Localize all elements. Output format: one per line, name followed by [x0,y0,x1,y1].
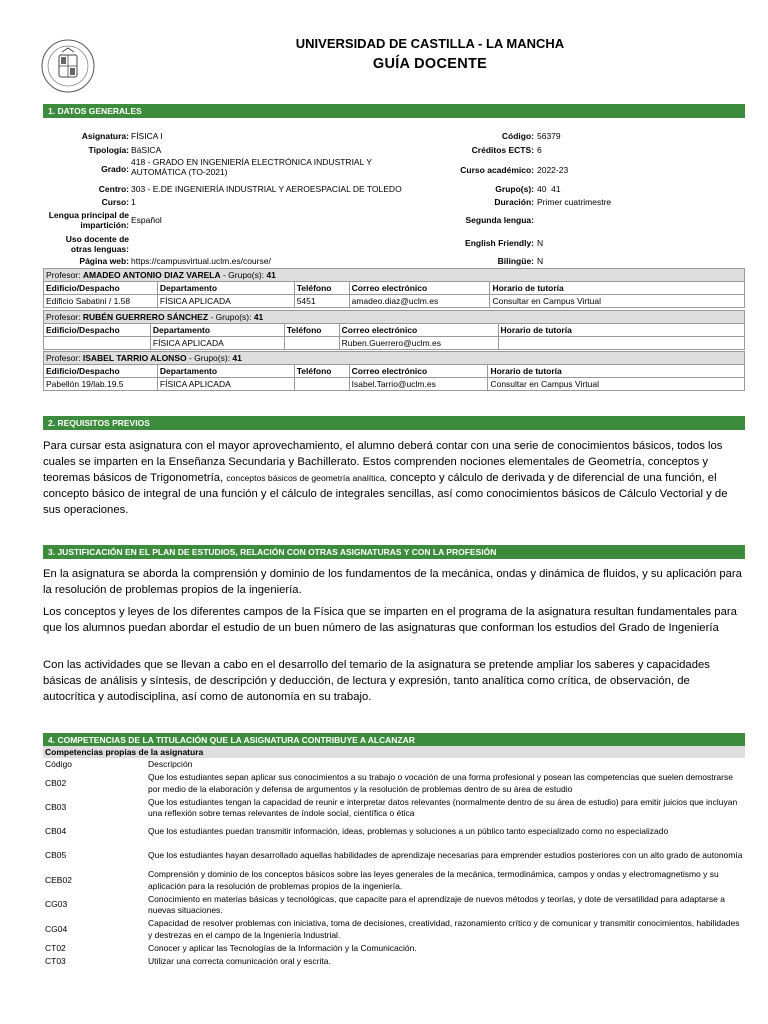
table-row [43,868,745,893]
table-row [43,844,745,868]
competencia-code: CEB02 [45,874,72,885]
value-english-friendly: N [537,238,544,248]
value-tipologia: BáSICA [131,145,162,155]
label-tipologia: Tipología: [88,145,129,155]
competencia-code: CB02 [45,777,67,788]
label-codigo: Código: [501,131,534,141]
label-otras-lenguas: Uso docente de otras lenguas: [65,234,129,254]
value-lengua-principal: Español [131,215,162,225]
cell-correo[interactable]: amadeo.diaz@uclm.es [349,295,490,308]
label-lengua-principal: Lengua principal de impartición: [48,210,129,230]
competencia-desc: Utilizar una correcta comunicación oral y escrita. [148,955,331,966]
cell-edificio: Edificio Sabatini / 1.58 [44,295,158,308]
col-horario: Horario de tutoría [488,365,745,378]
competencia-desc: Conocimiento en materias básicas y tecnológicas, que capacite para el aprendizaje de nuevos métodos y teorías, y dote de versatilidad para adaptarse a nuevas situaciones. [148,893,725,915]
col-departamento: Departamento [157,365,294,378]
competencia-code: CB03 [45,802,67,813]
label-creditos: Créditos ECTS: [471,145,534,155]
competencia-desc: Que los estudiantes hayan desarrollado aquellas habilidades de aprendizaje necesarias para emprender estudios posteriores con un alto grado de autonomía [148,850,743,861]
document-title: GUÍA DOCENTE [372,56,488,72]
competencia-desc: Capacidad de resolver problemas con iniciativa, toma de decisiones, creatividad, razonamiento crítico y de comunicar y transmitir conocimientos, habilidades y destrezas en el campo de la Ingeniería Industrial. [148,918,740,940]
competencia-desc: Conocer y aplicar las Tecnologías de la Información y la Comunicación. [148,942,417,953]
value-asignatura: FÍSICA I [131,131,163,141]
label-english-friendly: English Friendly: [465,238,534,248]
value-duracion: Primer cuatrimestre [537,197,612,207]
col-departamento: Departamento [150,324,284,337]
cell-edificio: Pabellón 19/lab.19.5 [44,378,158,391]
cell-horario: Consultar en Campus Virtual [490,295,745,308]
table-row [43,820,745,844]
professor-name: ISABEL TARRIO ALONSO [82,352,187,363]
col-telefono: Teléfono [294,365,349,378]
label-curso: Curso: [101,197,129,207]
value-curso-academico: 2022-23 [537,165,569,175]
col-edificio: Edificio/Despacho [44,324,151,337]
cell-horario: Consultar en Campus Virtual [488,378,745,391]
professor-name: AMADEO ANTONIO DIAZ VARELA [82,269,221,280]
label-duracion: Duración: [494,197,534,207]
label-bilingue: Bilingüe: [497,256,534,266]
competencia-code: CT03 [45,955,66,966]
col-horario: Horario de tutoría [498,324,745,337]
competencia-desc: Comprensión y dominio de los conceptos básicos sobre las leyes generales de la mecánica, termodinámica, campos y ondas y electromagnetismo y su aplicación para la resolución de problemas propios de la ingeniería. [148,869,719,891]
professor-table-2 [43,310,745,350]
cell-telefono [294,378,349,391]
table-row [43,955,745,968]
label-asignatura: Asignatura: [81,131,129,141]
label-segunda-lengua: Segunda lengua: [465,215,534,225]
col-horario: Horario de tutoría [490,282,745,295]
competencia-code: CG04 [45,923,68,934]
competencia-code: CT02 [45,942,66,953]
cell-edificio [44,337,151,350]
section-1-header: 1. DATOS GENERALES [43,104,745,118]
justificacion-paragraph-3: Con las actividades que se llevan a cabo en el desarrollo del temario de la asignatura se pretende ampliar los saberes y capacidades básicas de análisis y síntesis, de descripción y deducción, de lectura y expresión, tanto analítica como crítica, de observación, de autocrítica y autodisciplina, así como de autonomía en su trabajo. [43,659,710,703]
table-row [43,771,745,796]
professor-header: Profesor: ISABEL TARRIO ALONSO - Grupo(s): 41 [44,352,745,365]
label-curso-academico: Curso académico: [460,165,534,175]
cell-horario [498,337,745,350]
section-3-header: 3. JUSTIFICACIÓN EN EL PLAN DE ESTUDIOS, RELACIÓN CON OTRAS ASIGNATURAS Y CON LA PROFESIÓN [43,545,745,559]
label-grupos: Grupo(s): [495,184,534,194]
cell-departamento: FÍSICA APLICADA [157,378,294,391]
col-departamento: Departamento [157,282,294,295]
competencias-table [43,759,745,968]
table-row [43,893,745,917]
cell-telefono [284,337,339,350]
col-telefono: Teléfono [294,282,349,295]
section-2-header: 2. REQUISITOS PREVIOS [43,416,745,430]
col-edificio: Edificio/Despacho [44,365,158,378]
competencia-code: CB04 [45,826,67,837]
requisitos-paragraph: Para cursar esta asignatura con el mayor aprovechamiento, el alumno deberá contar con una serie de conocimientos básicos, todos los cuales se imparten en la Enseñanza Secundaria y Bachillerato. Estos comprenden nociones elementales de Geometría, conceptos y teoremas básicos de Trigonometría, conceptos básicos de geometría analítica, concepto y cálculo de derivada y de diferencial de una función, el concepto básico de integral de una función y el cálculo de integrales sencillas, así como conocimientos básicos de Cálculo Vectorial y de sus operaciones. [43,440,728,516]
university-name: UNIVERSIDAD DE CASTILLA - LA MANCHA [295,36,565,51]
competencias-subtitle: Competencias propias de la asignatura [43,746,745,758]
table-row [43,917,745,942]
col-codigo: Código [45,759,72,770]
professor-header: Profesor: RUBÉN GUERRERO SÁNCHEZ - Grupo(s): 41 [44,311,745,324]
table-row [43,796,745,820]
competencia-desc: Que los estudiantes tengan la capacidad de reunir e interpretar datos relevantes (normalmente dentro de su área de estudio) para emitir juicios que incluyan una reflexión sobre temas relevantes de índole social, científica o ética [148,796,738,818]
col-descripcion: Descripción [148,759,193,770]
value-grado: 418 - GRADO EN INGENIERÍA ELECTRÓNICA INDUSTRIAL Y AUTOMÁTICA (TO-2021) [131,157,372,177]
professor-table-3 [43,351,745,391]
cell-departamento: FÍSICA APLICADA [157,295,294,308]
value-bilingue: N [537,256,544,266]
value-creditos: 6 [537,145,542,155]
col-telefono: Teléfono [284,324,339,337]
label-pagina-web: Página web: [79,256,129,266]
cell-departamento: FÍSICA APLICADA [150,337,284,350]
col-correo: Correo electrónico [339,324,498,337]
competencia-desc: Que los estudiantes sepan aplicar sus conocimientos a su trabajo o vocación de una forma profesional y posean las competencias que suelen demostrarse por medio de la elaboración y defensa de argumentos y la resolución de problemas dentro de su área de estudio [148,772,733,794]
justificacion-paragraph-2: Los conceptos y leyes de los diferentes campos de la Física que se imparten en el programa de la asignatura resultan fundamentales para que los alumnos puedan abordar el estudio de un buen número de las asignaturas que conforman los estudios del Grado de Ingeniería [43,606,737,634]
value-curso: 1 [131,197,136,207]
cell-correo[interactable]: Ruben.Guerrero@uclm.es [339,337,498,350]
value-pagina-web[interactable]: https://campusvirtual.uclm.es/course/ [131,256,271,266]
value-codigo: 56379 [537,131,561,141]
section-4-header: 4. COMPETENCIAS DE LA TITULACIÓN QUE LA ASIGNATURA CONTRIBUYE A ALCANZAR [43,733,745,747]
label-centro: Centro: [98,184,129,194]
label-grado: Grado: [101,164,129,174]
value-centro: 303 - E.DE INGENIERÍA INDUSTRIAL Y AEROESPACIAL DE TOLEDO [131,184,402,194]
competencia-desc: Que los estudiantes puedan transmitir información, ideas, problemas y soluciones a un público tanto especializado como no especializado [148,826,669,837]
professor-table-1 [43,268,745,308]
col-correo: Correo electrónico [349,365,488,378]
value-grupos: 40 41 [537,184,561,194]
competencia-code: CG03 [45,899,68,910]
professor-header: Profesor: AMADEO ANTONIO DIAZ VARELA - Grupo(s): 41 [44,269,745,282]
cell-correo[interactable]: Isabel.Tarrio@uclm.es [349,378,488,391]
col-edificio: Edificio/Despacho [44,282,158,295]
cell-telefono: 5451 [294,295,349,308]
col-correo: Correo electrónico [349,282,490,295]
table-row [43,942,745,955]
professor-name: RUBÉN GUERRERO SÁNCHEZ [82,311,209,322]
competencia-code: CB05 [45,850,67,861]
justificacion-paragraph-1: En la asignatura se aborda la comprensión y dominio de los fundamentos de la mecánica, ondas y dinámica de fluidos, y su aplicación para la resolución de problemas propios de la ingeniería. [43,568,742,596]
